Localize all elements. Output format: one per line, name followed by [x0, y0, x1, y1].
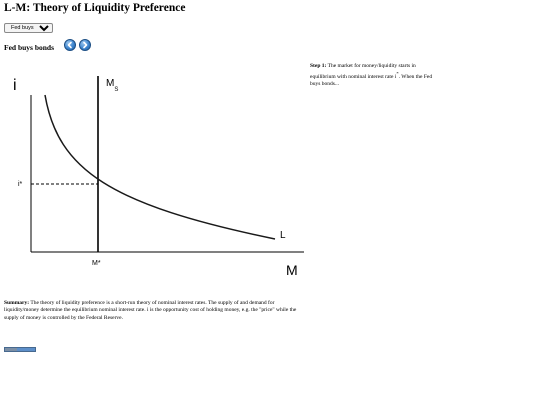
equilibrium-money-label: M* — [92, 260, 101, 267]
license-badge[interactable] — [4, 347, 36, 352]
summary-text: The theory of liquidity preference is a short-run theory of nominal interest rates. The supply of and demand for liquidity/money determine the equilibrium nominal interest rate. i is the opportunity cost of holding money, e.g. the "price" while the supply of money is controlled by the Federal Reserve. — [4, 300, 297, 321]
step-text-sup: * — [396, 71, 399, 77]
y-axis-label: i — [13, 77, 17, 94]
supply-label — [106, 78, 118, 93]
page-title: L-M: Theory of Liquidity Preference — [4, 2, 186, 14]
x-axis-label: M — [286, 262, 298, 278]
demand-curve-label: L — [280, 230, 286, 241]
license-badge-left — [5, 348, 17, 351]
step-label: Step 1: — [310, 63, 327, 69]
supply-label-subscript: S — [114, 87, 119, 93]
supply-label-main: M — [106, 78, 115, 89]
liquidity-demand-curve — [45, 95, 275, 239]
step-text-part1: The market for money/liquidity starts in equilibrium with nominal interest rate i — [310, 63, 416, 81]
license-badge-right — [17, 348, 35, 351]
scenario-title: Fed buys bonds — [4, 43, 55, 52]
equilibrium-rate-label: i* — [18, 181, 23, 188]
summary — [4, 300, 310, 322]
step-description — [310, 63, 440, 89]
summary-label: Summary: — [4, 300, 30, 306]
step-text-part2: . When the Fed buys bonds... — [310, 74, 433, 88]
